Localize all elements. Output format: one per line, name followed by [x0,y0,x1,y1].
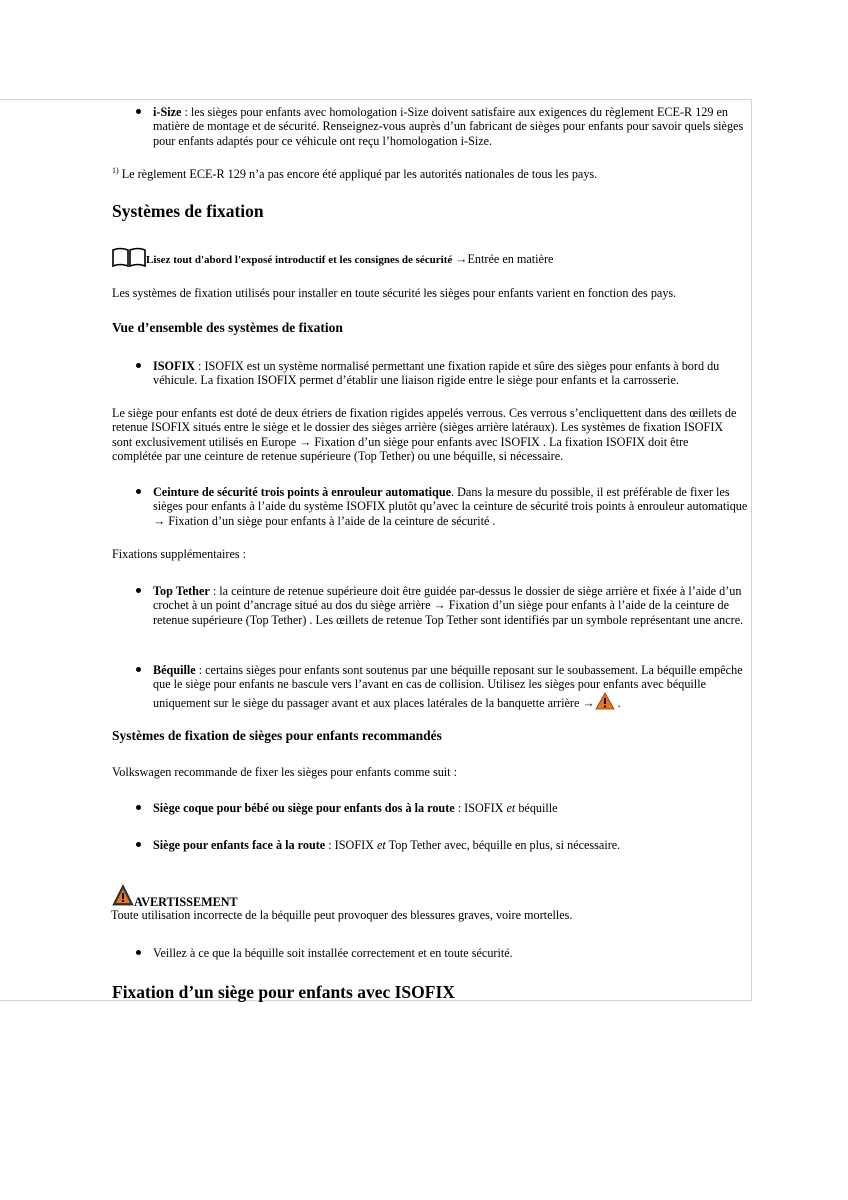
leg-text: : certains sièges pour enfants sont soutenus par une béquille reposant sur le soubassement. La béquille empêche que le siège pour enfants ne bascule vers l’avant en cas de collision. Utilisez les sièges pour enfants avec béquille uniquement sur le siège du passager avant et aux places latérales de la banquette arrière → [153,663,743,710]
isize-text: : les sièges pour enfants avec homologation i-Size doivent satisfaire aux exigences du règlement ECE-R 129 en matière de montage et de sécurité. Renseignez-vous auprès d’un fabricant de sièges pour enfants pour savoir quels sièges pour enfants adaptés pour ce véhicule ont reçu l’homologation i-Size. [153,105,744,148]
item2-et: et [377,838,386,852]
warning-title: AVERTISSEMENT [134,895,238,909]
item1-et: et [506,801,516,815]
item2-pre: : ISOFIX [325,838,378,852]
recommended-item-1 [136,801,757,815]
item1-post: béquille [515,801,558,815]
item2-post: Top Tether avec, béquille en plus, si nécessaire. [385,838,621,852]
warning-bullet [136,946,757,960]
additional-label: Fixations supplémentaires : [112,547,247,561]
isofix-paragraph: Le siège pour enfants est doté de deux étriers de fixation rigides appelés verrous. Ces verrous s’encliquettent dans des œillets de retenue ISOFIX situés entre le siège et le dossier des sièges arrière (sièges arrière latéraux). Les systèmes de fixation ISOFIX sont exclusivement utilisés en Europe → Fixation d’un siège pour enfants avec ISOFIX . La fixation ISOFIX doit être complétée par une ceinture de retenue supérieure (Top Tether) ou une béquille, si nécessaire. [112,406,737,463]
tether-text: : la ceinture de retenue supérieure doit être guidée par-dessus le dossier de siège arrière et fixée à l’aide d’un crochet à un point d’ancrage situé au dos du siège arrière → Fixation d’un siège pour enfants à l’aide de la ceinture de retenue supérieure (Top Tether) . Les œillets de retenue Top Tether sont identifiés par un symbole représentant une ancre. [153,584,744,627]
isofix-text: : ISOFIX est un système normalisé permettant une fixation rapide et sûre des sièges pour enfants à bord du véhicule. La fixation ISOFIX permet d’établir une liaison rigide entre le siège pour enfants et la carrosserie. [153,359,720,388]
fixation-paragraph: Les systèmes de fixation utilisés pour installer en toute sécurité les sièges pour enfants varient en fonction des pays. [112,286,677,300]
isofix-term: ISOFIX [153,359,195,373]
section-title-isofix: Fixation d’un siège pour enfants avec ISOFIX [112,982,455,1002]
intro-line [112,247,738,267]
section-title-fixation: Systèmes de fixation [112,201,264,221]
footnote [112,164,738,181]
footnote-marker: 1) [112,166,119,175]
warning-bullet-text: Veillez à ce que la béquille soit installée correctement et en toute sécurité. [153,946,513,960]
warning-triangle-icon[interactable] [595,692,615,710]
leg-term: Béquille [153,663,196,677]
item2-term: Siège pour enfants face à la route [153,838,326,852]
tether-bullet [136,584,757,627]
warning-text: Toute utilisation incorrecte de la béquille peut provoquer des blessures graves, voire mortelles. [111,908,573,922]
isize-bullet [136,105,757,148]
recommended-title: Systèmes de fixation de sièges pour enfants recommandés [112,728,442,743]
overview-title: Vue d’ensemble des systèmes de fixation [112,320,343,335]
intro-link[interactable]: →Entrée en matière [452,252,554,266]
recommended-item-2 [136,838,757,852]
isofix-bullet [136,359,757,388]
item1-term: Siège coque pour bébé ou siège pour enfants dos à la route [153,801,455,815]
intro-bold: Lisez tout d'abord l'exposé introductif et les consignes de sécurité [146,254,453,266]
leg-bullet [136,663,757,710]
belt-term: Ceinture de sécurité trois points à enrouleur automatique [153,485,452,499]
belt-text: . Dans la mesure du possible, il est préférable de fixer les sièges pour enfants à l’aide du système ISOFIX plutôt qu’avec la ceinture de sécurité trois points à enrouleur automatique → Fixation d’un siège pour enfants à l’aide de la ceinture de sécurité . [153,485,748,528]
warning-icon [112,884,134,906]
recommended-intro: Volkswagen recommande de fixer les sièges pour enfants comme suit : [112,765,457,779]
isize-term: i-Size [153,105,182,119]
tether-term: Top Tether [153,584,210,598]
footnote-text: Le règlement ECE-R 129 n’a pas encore été appliqué par les autorités nationales de tous les pays. [118,167,598,181]
book-icon [112,247,146,267]
leg-end: . [614,695,621,710]
belt-bullet [136,485,757,528]
item1-pre: : ISOFIX [454,801,507,815]
